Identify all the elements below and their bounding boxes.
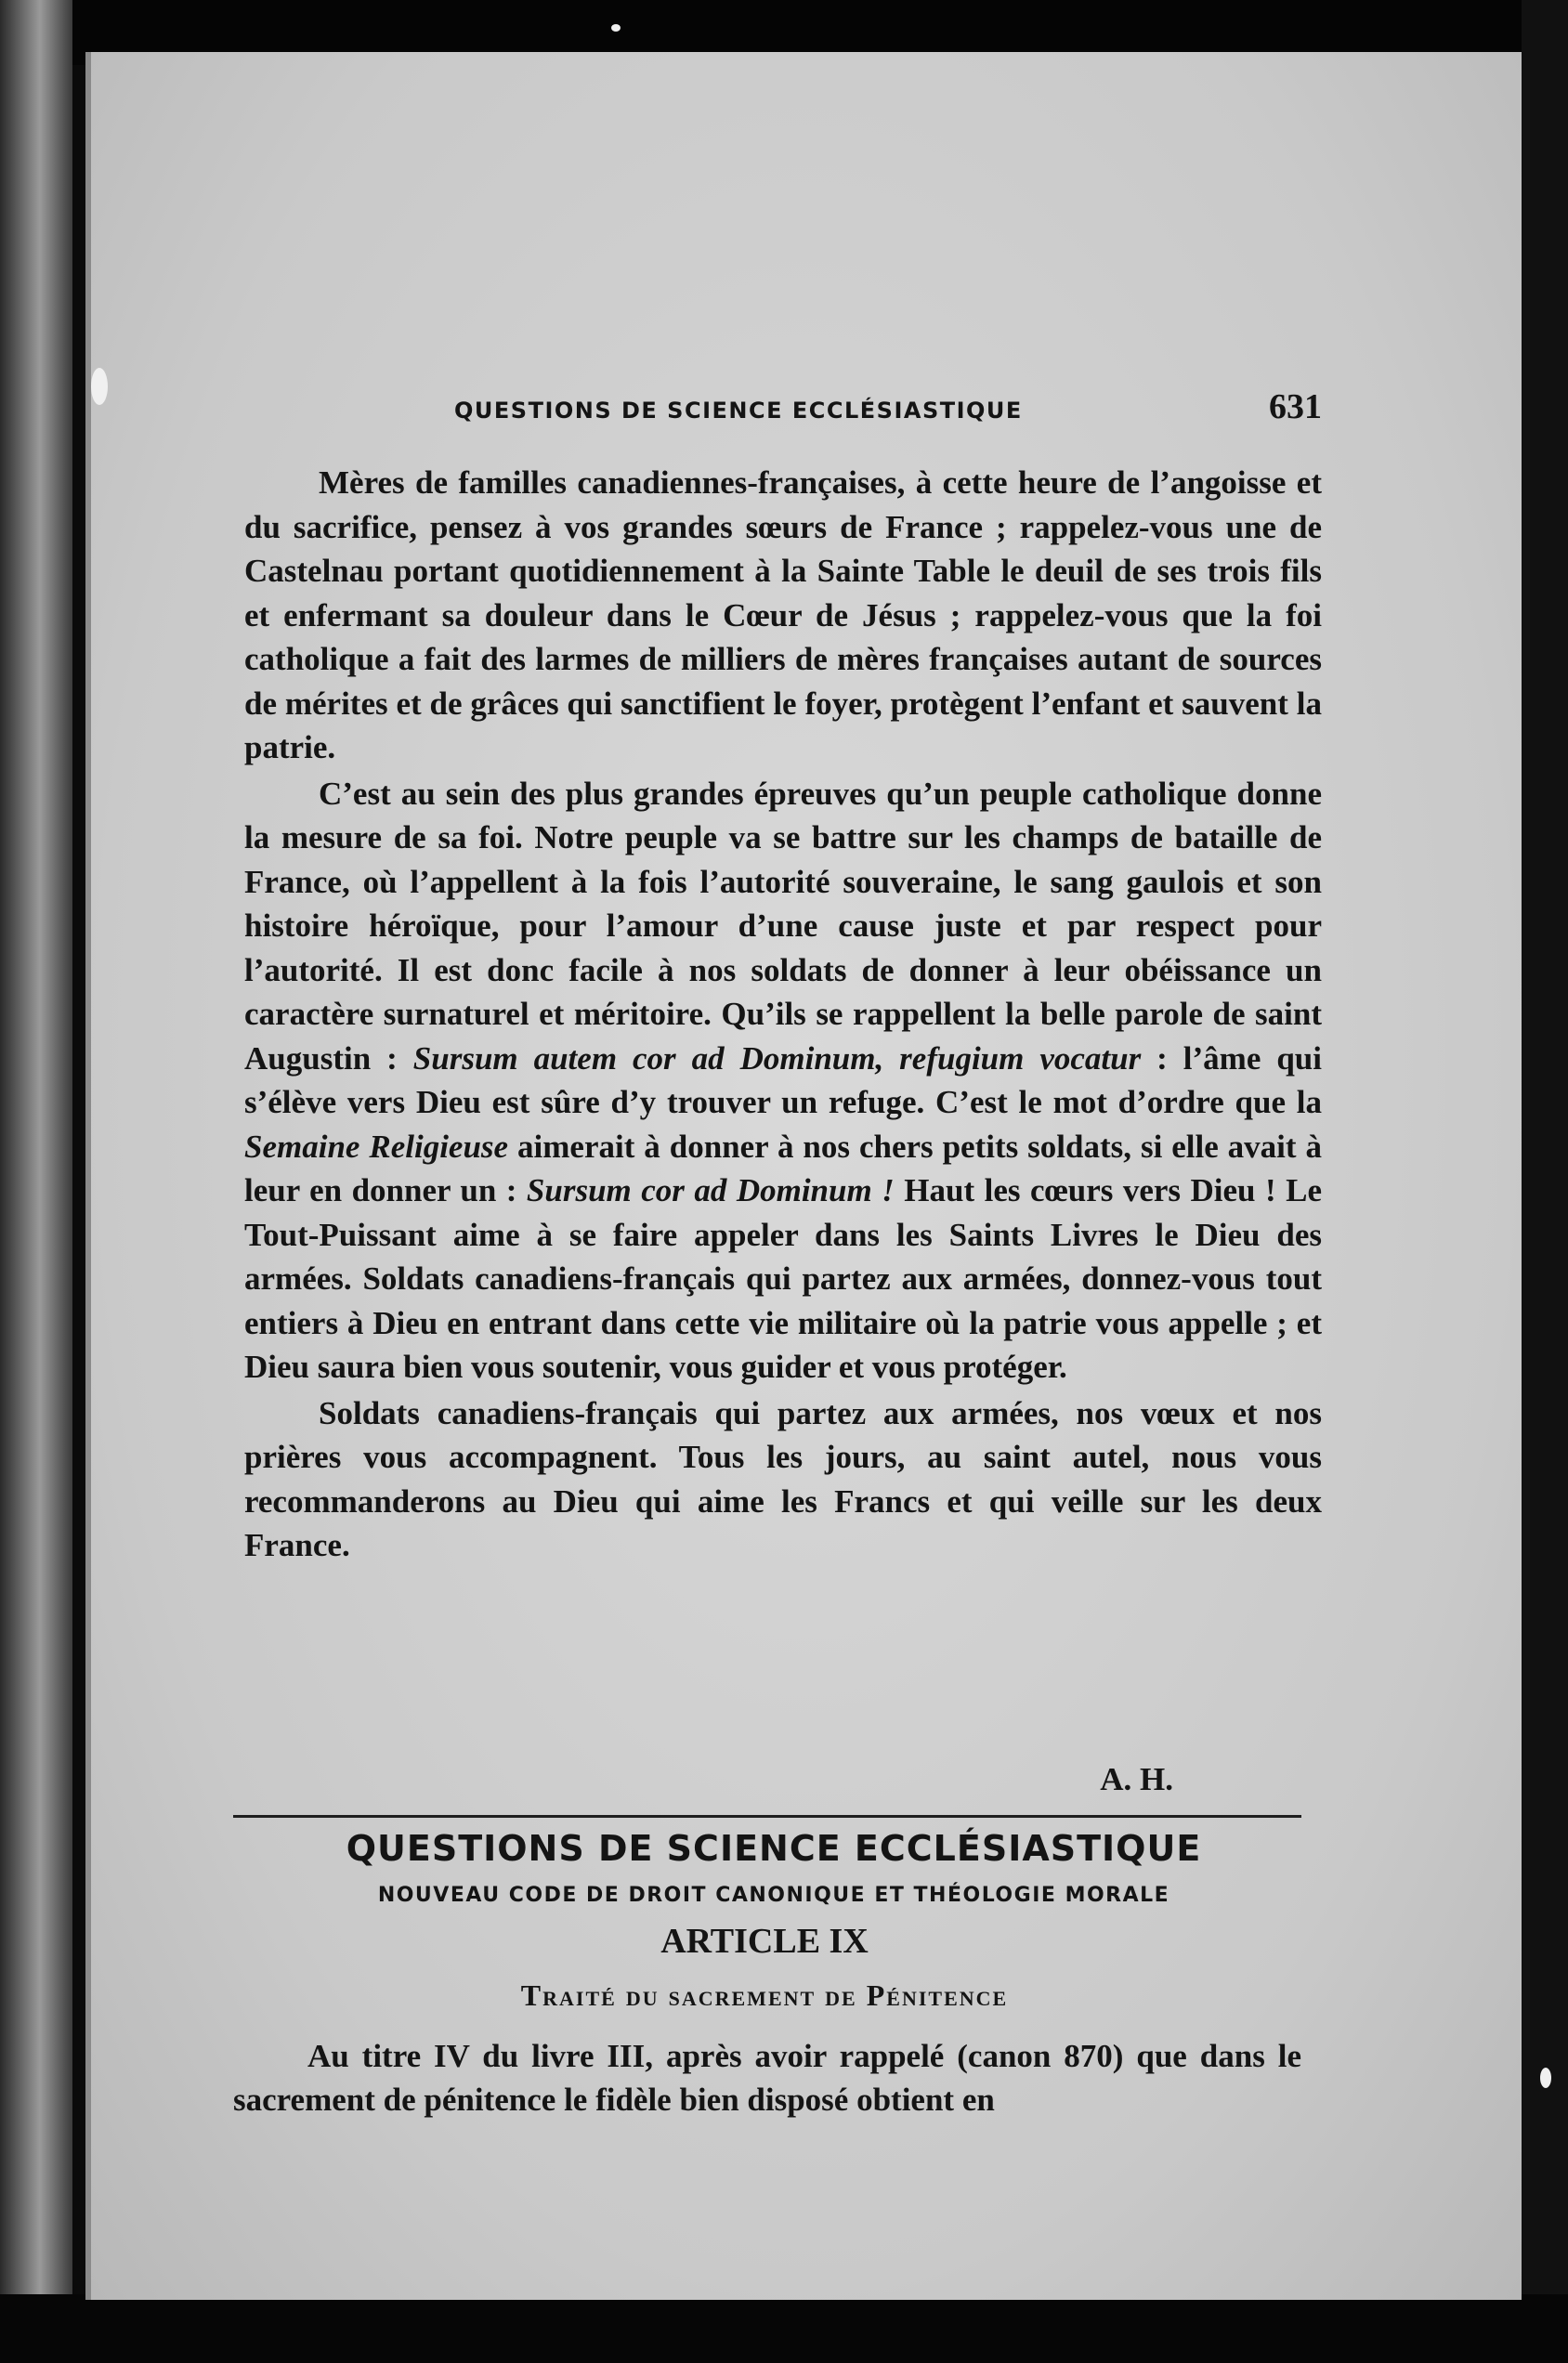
- scan-border-bottom: [0, 2294, 1568, 2363]
- italic-phrase: Semaine Religieuse: [244, 1128, 509, 1165]
- running-title: QUESTIONS DE SCIENCE ECCLÉSIASTIQUE: [454, 398, 1023, 424]
- section-subtitle: NOUVEAU CODE DE DROIT CANONIQUE ET THÉOLOGIE MORALE: [377, 1884, 1170, 1907]
- text-run: C’est au sein des plus grandes épreuves qu’un peuple catholique donne la mesure de sa foi. Notre peuple va se battre sur les champs de bataille de France, où l’appellent à la fois l’autorité souveraine, le sang gaulois et son histoire héroïque, pour l’amour d’une cause juste et par respect pour l’autorité. Il est donc facile à nos soldats de donner à leur obéissance un caractère surnaturel et méritoire. Qu’ils se rappellent la belle parole de saint Augustin :: [244, 775, 1322, 1077]
- final-paragraph: [233, 2034, 1301, 2121]
- scan-speck: [91, 368, 108, 405]
- text-run: Haut les cœurs vers Dieu ! Le Tout-Puissant aime à se faire appeler dans les Saints Livres le Dieu des armées. Soldats canadiens-français qui partez aux armées, donnez-vous tout entiers à Dieu en entrant dans cette vie militaire où la patrie vous appelle ; et Dieu saura bien vous soutenir, vous guider et vous protéger.: [244, 1172, 1322, 1385]
- scan-speck: [1540, 2068, 1551, 2088]
- running-head: [244, 386, 1322, 438]
- book-page: [85, 52, 1522, 2300]
- italic-phrase: Sursum autem cor ad Dominum, refugium vocatur: [412, 1039, 1142, 1077]
- article-body: [244, 461, 1322, 1568]
- text-run: Mères de familles canadiennes-françaises, à cette heure de l’angoisse et du sacrifice, pensez à vos grandes sœurs de France ; rappelez-vous une de Castelnau portant quotidiennement à la Sainte Table le deuil de ses trois fils et enfermant sa douleur dans le Cœur de Jésus ; rappelez-vous que la foi catholique a fait des larmes de milliers de mères françaises autant de sources de mérites et de grâces qui sanctifient le foyer, protègent l’enfant et sauvent la patrie.: [244, 464, 1322, 765]
- article-heading: ARTICLE IX: [660, 1922, 869, 1961]
- paragraph: [244, 461, 1322, 770]
- scan-speck: [611, 24, 621, 32]
- text-run: aimerait à donner à nos chers petits soldats, si elle avait à leur en donner un :: [244, 1128, 1322, 1208]
- page-number: 631: [1269, 387, 1322, 426]
- paragraph: Au titre IV du livre III, après avoir rappelé (canon 870) que dans le sacrement de pénitence le fidèle bien disposé obtient en: [233, 2038, 1301, 2118]
- treatise-heading: Traité du sacrement de Pénitence: [520, 1978, 1009, 2012]
- section-divider: [233, 1815, 1301, 1818]
- italic-phrase: Sursum cor ad Dominum !: [526, 1172, 895, 1208]
- section-title: QUESTIONS DE SCIENCE ECCLÉSIASTIQUE: [346, 1828, 1202, 1869]
- text-run: : l’âme qui s’élève vers Dieu est sûre d’y trouver un refuge. C’est le mot d’ordre que la: [244, 1039, 1322, 1120]
- paragraph: [244, 1391, 1322, 1568]
- scan-border-right: [1522, 0, 1568, 2363]
- author-signature: A. H.: [1100, 1761, 1173, 1797]
- paragraph: [244, 772, 1322, 1390]
- text-run: Soldats canadiens-français qui partez aux armées, nos vœux et nos prières vous accompagnent. Tous les jours, au saint autel, nous vous recommanderons au Dieu qui aime les Francs et qui veille sur les deux France.: [244, 1394, 1322, 1563]
- scan-border-left: [0, 0, 72, 2363]
